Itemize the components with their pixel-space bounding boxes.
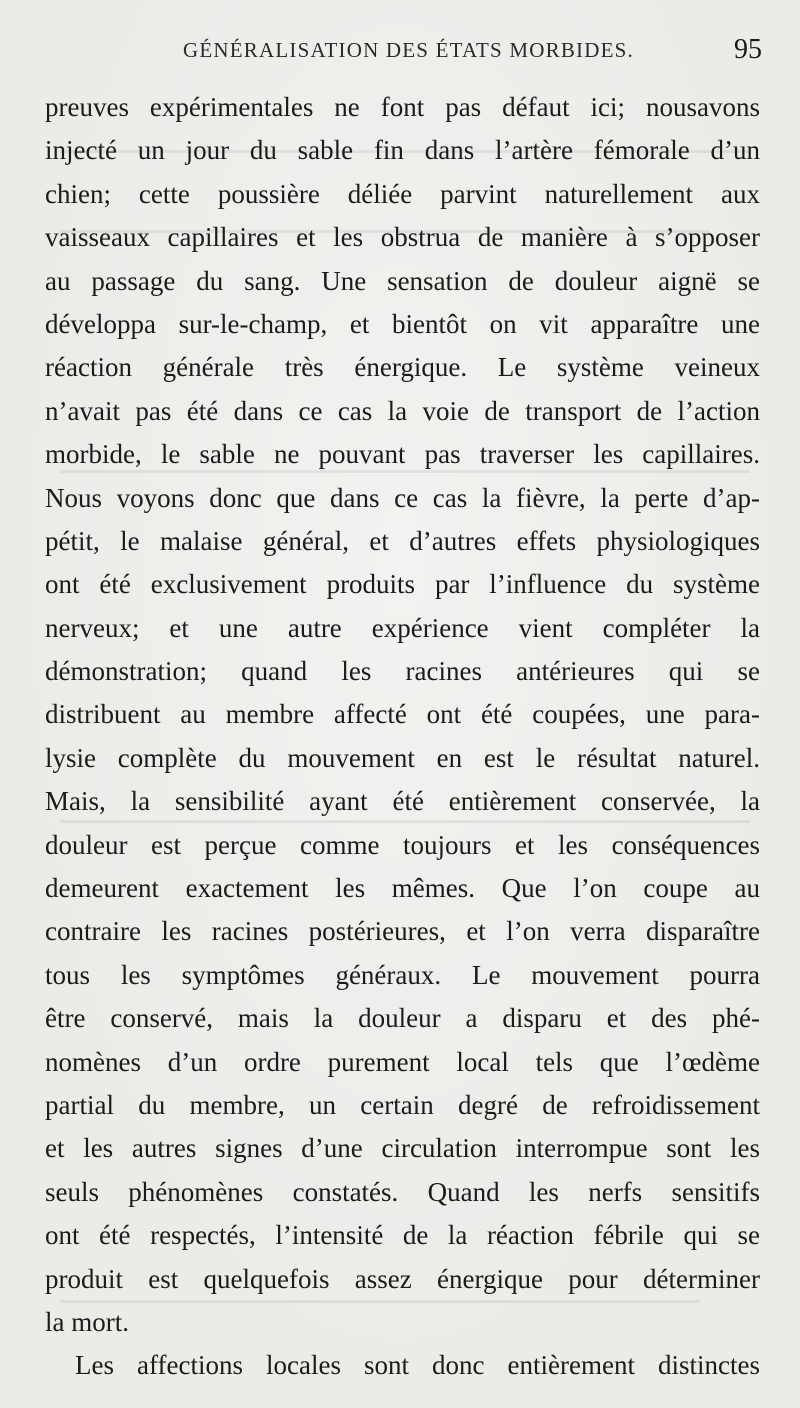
text-line: réaction générale très énergique. Le système veineux xyxy=(45,352,760,383)
text-line: preuves expérimentales ne font pas défaut ici; nousavons xyxy=(45,92,760,122)
body-text xyxy=(45,86,760,1388)
text-line: partial du membre, un certain degré de refroidissement xyxy=(45,1089,760,1120)
text-line: morbide, le sable ne pouvant pas traverser les capillaires. xyxy=(45,439,760,470)
text-line: nerveux; et une autre expérience vient compléter la xyxy=(45,612,760,643)
text-line: produit est quelquefois assez énergique pour déterminer xyxy=(45,1263,760,1294)
paragraph-end-line: la mort. xyxy=(45,1306,129,1337)
text-line: n’avait pas été dans ce cas la voie de transport de l’action xyxy=(45,395,760,426)
text-line: ont été respectés, l’intensité de la réaction fébrile qui se xyxy=(45,1220,760,1251)
text-line: injecté un jour du sable fin dans l’artère fémorale d’un xyxy=(45,135,760,166)
paragraph-start-line: Les affections locales sont donc entièrement distinctes xyxy=(75,1350,760,1381)
text-line: tous les symptômes généraux. Le mouvement pourra xyxy=(45,959,760,990)
text-line: et les autres signes d’une circulation interrompue sont les xyxy=(45,1133,760,1164)
text-line: nomènes d’un ordre purement local tels que l’œdème xyxy=(45,1046,760,1077)
text-line: ont été exclusivement produits par l’influence du système xyxy=(45,569,760,600)
text-line: vaisseaux capillaires et les obstrua de manière à s’opposer xyxy=(45,222,760,253)
text-line: pétit, le malaise général, et d’autres effets physiologiques xyxy=(45,525,760,556)
text-line: démonstration; quand les racines antérieures qui se xyxy=(45,656,760,687)
text-line: douleur est perçue comme toujours et les conséquences xyxy=(45,829,760,860)
text-line: demeurent exactement les mêmes. Que l’on coupe au xyxy=(45,873,760,904)
text-line: distribuent au membre affecté ont été coupées, une para- xyxy=(45,699,760,730)
text-line: lysie complète du mouvement en est le résultat naturel. xyxy=(45,742,760,773)
text-line: seuls phénomènes constatés. Quand les nerfs sensitifs xyxy=(45,1176,760,1207)
text-line: être conservé, mais la douleur a disparu et des phé- xyxy=(45,1003,760,1034)
running-head: GÉNÉRALISATION DES ÉTATS MORBIDES. xyxy=(183,38,634,62)
text-line: au passage du sang. Une sensation de douleur aignë se xyxy=(45,265,760,296)
page-number: 95 xyxy=(734,34,762,65)
page-header xyxy=(0,34,800,74)
text-line: Mais, la sensibilité ayant été entièrement conservée, la xyxy=(45,786,760,817)
text-line: Nous voyons donc que dans ce cas la fièvre, la perte d’ap- xyxy=(45,482,760,513)
text-line: contraire les racines postérieures, et l’on verra disparaître xyxy=(45,916,760,947)
text-line: chien; cette poussière déliée parvint naturellement aux xyxy=(45,178,760,209)
text-line: développa sur-le-champ, et bientôt on vit apparaître une xyxy=(45,308,760,339)
